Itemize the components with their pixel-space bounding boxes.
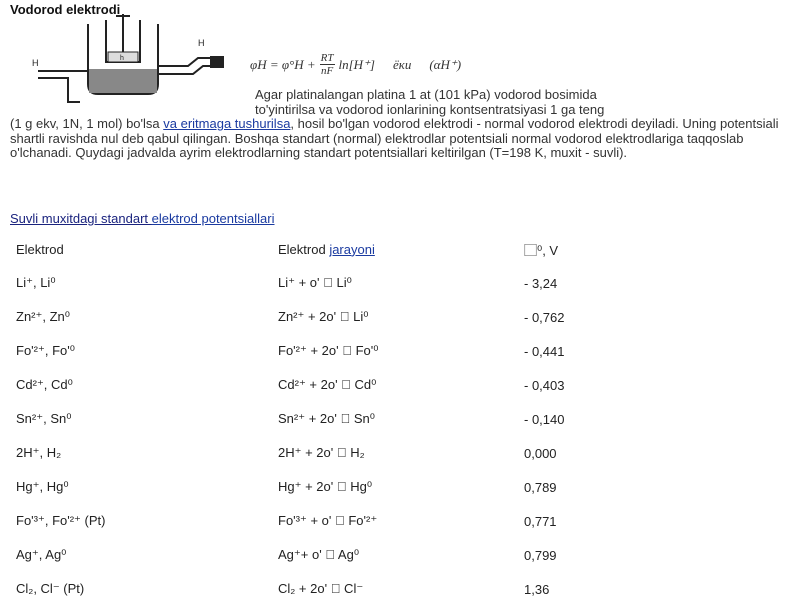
cell-process: Cl₂ + 2o' ⃞ Cl⁻ bbox=[278, 581, 364, 596]
table-row bbox=[10, 300, 724, 334]
table-row bbox=[10, 266, 724, 300]
cell-electrode: Li⁺, Li⁰ bbox=[16, 275, 56, 290]
cell-potential: - 0,762 bbox=[524, 309, 565, 325]
table-header-row bbox=[10, 232, 724, 266]
header-process bbox=[278, 232, 524, 266]
section-heading bbox=[10, 211, 274, 226]
cell-process: Cd²⁺ + 2o' ⃞ Cd⁰ bbox=[278, 377, 377, 392]
cell-process: Ag⁺+ o' ⃞ Ag⁰ bbox=[278, 547, 360, 562]
formula-activity: (αH⁺) bbox=[429, 56, 462, 72]
page-title: Vodorod elektrodi bbox=[10, 2, 121, 17]
header-process-link[interactable]: jarayoni bbox=[329, 241, 375, 257]
cell-potential: - 0,441 bbox=[524, 343, 565, 359]
eritmaga-link[interactable]: va eritmaga tushurilsa bbox=[163, 116, 291, 131]
cell-electrode: Hg⁺, Hg⁰ bbox=[16, 479, 69, 494]
formula-or: ёки bbox=[392, 56, 412, 72]
potentials-table bbox=[10, 232, 724, 606]
nernst-formula bbox=[250, 52, 461, 77]
cell-electrode: 2H⁺, H₂ bbox=[16, 445, 62, 460]
table-row bbox=[10, 368, 724, 402]
cell-process: Sn²⁺ + 2o' ⃞ Sn⁰ bbox=[278, 411, 375, 426]
cell-electrode: Ag⁺, Ag⁰ bbox=[16, 547, 67, 562]
cell-process: 2H⁺ + 2o' ⃞ H₂ bbox=[278, 445, 365, 460]
cell-potential: 0,799 bbox=[524, 547, 557, 563]
cell-potential: 0,771 bbox=[524, 513, 557, 529]
para-line-1: Agar platinalangan platina 1 at (101 kPa) vodorod bosimida bbox=[255, 87, 597, 102]
table-row bbox=[10, 470, 724, 504]
inner-label: h bbox=[120, 55, 124, 62]
cell-electrode: Cl₂, Cl⁻ (Pt) bbox=[16, 581, 85, 596]
table-row bbox=[10, 436, 724, 470]
description-paragraph bbox=[10, 88, 790, 161]
table-row bbox=[10, 504, 724, 538]
cell-potential: - 0,403 bbox=[524, 377, 565, 393]
cell-process: Fo'³⁺ + o' ⃞ Fo'²⁺ bbox=[278, 513, 378, 528]
para-line-2: to'yintirilsa va vodorod ionlarining kontsentratsiyasi 1 ga teng bbox=[255, 101, 605, 117]
cell-electrode: Cd²⁺, Cd⁰ bbox=[16, 377, 73, 392]
para-before-link: (1 g ekv, 1N, 1 mol) bo'lsa bbox=[10, 116, 164, 131]
cell-electrode: Fo'²⁺, Fo'⁰ bbox=[16, 343, 75, 358]
header-electrode: Elektrod bbox=[16, 241, 64, 257]
table-row bbox=[10, 334, 724, 368]
cell-potential: 0,000 bbox=[524, 445, 557, 461]
h2-inlet-label: H bbox=[32, 58, 39, 68]
cell-electrode: Fo'³⁺, Fo'²⁺ (Pt) bbox=[16, 513, 106, 528]
h2-outlet-label: H bbox=[198, 38, 205, 48]
cell-potential: - 3,24 bbox=[524, 275, 558, 291]
cell-electrode: Sn²⁺, Sn⁰ bbox=[16, 411, 72, 426]
table-row bbox=[10, 402, 724, 436]
formula-fraction bbox=[320, 52, 335, 77]
cell-potential: - 0,140 bbox=[524, 411, 565, 427]
cell-process: Zn²⁺ + 2o' ⃞ Li⁰ bbox=[278, 309, 369, 324]
section-prefix: Suvli muxitdagi standart bbox=[10, 211, 152, 226]
formula-tail: ln[H⁺] bbox=[338, 56, 375, 72]
cell-process: Fo'²⁺ + 2o' ⃞ Fo'⁰ bbox=[278, 343, 379, 358]
table-row bbox=[10, 538, 724, 572]
header-potential: ⃞⁰, V bbox=[524, 242, 559, 258]
cell-electrode: Zn²⁺, Zn⁰ bbox=[16, 309, 70, 324]
para-after-link: , hosil bo'lgan vodorod elektrodi - normal vodorod elektrodi deyiladi. Uning potentsiali shartli ravishda nul deb qabul qilingan. Boshqa standart (normal) elektrodlar potentsiali normal vodorod elektrodlariga taqqoslab o'lchanadi. Quydagi jadvalda ayrim elektrodlarning standart potentsiallari keltirilgan (T=198 K, muxit - suvli). bbox=[10, 116, 779, 160]
formula-lhs: φH = φ°H + bbox=[250, 56, 316, 72]
table-row bbox=[10, 572, 724, 606]
section-link[interactable]: elektrod potentsiallari bbox=[151, 211, 275, 226]
cell-process: Li⁺ + o' ⃞ Li⁰ bbox=[278, 275, 352, 290]
fraction-denominator: nF bbox=[320, 65, 334, 77]
header-process-prefix: Elektrod bbox=[278, 241, 330, 257]
cell-potential: 0,789 bbox=[524, 479, 557, 495]
cell-potential: 1,36 bbox=[524, 581, 550, 597]
fraction-numerator: RT bbox=[320, 52, 334, 64]
cell-process: Hg⁺ + 2o' ⃞ Hg⁰ bbox=[278, 479, 373, 494]
